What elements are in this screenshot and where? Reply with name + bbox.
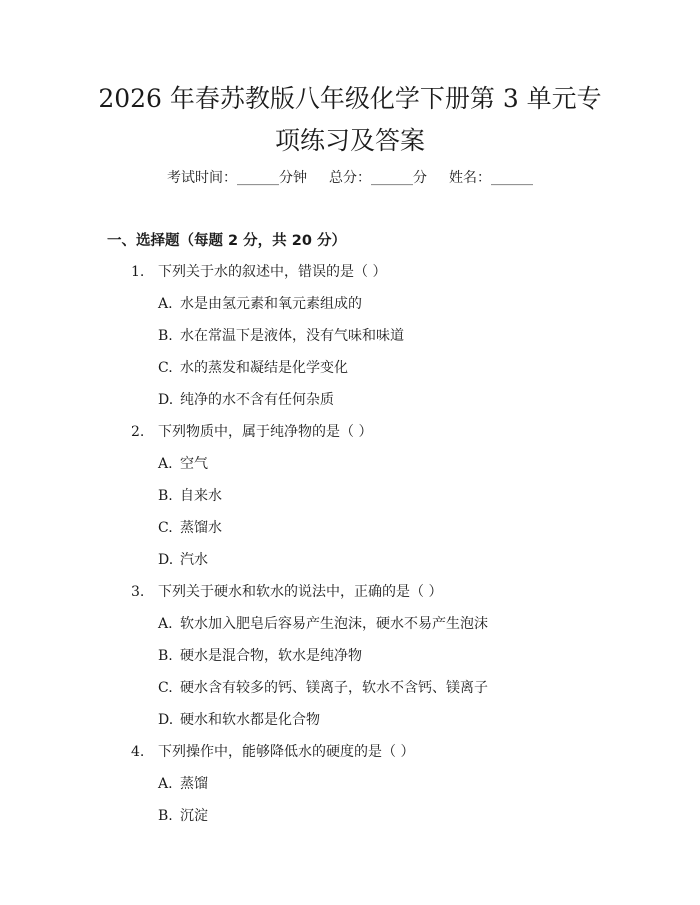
option-text: 空气: [180, 456, 208, 472]
option-label: B.: [158, 488, 173, 504]
exam-time: 考试时间：______分钟: [167, 170, 307, 186]
option-text: 水的蒸发和凝结是化学变化: [180, 360, 348, 376]
option-label: D.: [158, 712, 174, 728]
question-text: 下列物质中，属于纯净物的是（ ）: [158, 424, 373, 440]
option-label: D.: [158, 392, 174, 408]
option: [158, 485, 222, 505]
option-label: A.: [158, 616, 173, 632]
question: [131, 261, 386, 281]
question: [131, 741, 414, 761]
option-text: 蒸馏: [180, 776, 208, 792]
option: [158, 805, 208, 825]
option-text: 硬水和软水都是化合物: [180, 712, 320, 728]
option-label: B.: [158, 808, 173, 824]
option-text: 软水加入肥皂后容易产生泡沫，硬水不易产生泡沫: [180, 616, 488, 632]
question-text: 下列关于硬水和软水的说法中，正确的是（ ）: [158, 584, 443, 600]
option-text: 水在常温下是液体，没有气味和味道: [180, 328, 404, 344]
option-text: 硬水含有较多的钙、镁离子，软水不含钙、镁离子: [180, 680, 488, 696]
option-label: B.: [158, 648, 173, 664]
option: [158, 613, 488, 633]
option-label: A.: [158, 296, 173, 312]
document-title: [60, 78, 640, 162]
option-label: C.: [158, 520, 173, 536]
exam-name: 姓名：______: [449, 170, 533, 186]
question-text: 下列关于水的叙述中，错误的是（ ）: [158, 264, 387, 280]
option: [158, 773, 208, 793]
option: [158, 293, 362, 313]
question-number: 2.: [131, 424, 145, 440]
title-line-1: 2026 年春苏教版八年级化学下册第 3 单元专: [98, 84, 602, 113]
title-line-2: 项练习及答案: [274, 126, 425, 155]
question: [131, 581, 442, 601]
exam-score: 总分：______分: [329, 170, 427, 186]
option-label: C.: [158, 680, 173, 696]
option-label: D.: [158, 552, 174, 568]
option: [158, 549, 208, 569]
option: [158, 709, 320, 729]
option-text: 纯净的水不含有任何杂质: [180, 392, 334, 408]
option-text: 蒸馏水: [180, 520, 222, 536]
exam-meta: [0, 167, 700, 187]
option: [158, 325, 404, 345]
option-text: 硬水是混合物，软水是纯净物: [180, 648, 362, 664]
option: [158, 645, 362, 665]
section-heading: 一、选择题（每题 2 分，共 20 分）: [107, 233, 346, 249]
option: [158, 357, 348, 377]
question: [131, 421, 372, 441]
option-label: B.: [158, 328, 173, 344]
question-number: 1.: [131, 264, 145, 280]
option-label: A.: [158, 776, 173, 792]
question-number: 3.: [131, 584, 145, 600]
option-text: 自来水: [180, 488, 222, 504]
question-number: 4.: [131, 744, 145, 760]
option: [158, 677, 488, 697]
option-label: A.: [158, 456, 173, 472]
option-text: 水是由氢元素和氧元素组成的: [180, 296, 362, 312]
option: [158, 389, 334, 409]
option-text: 沉淀: [180, 808, 208, 824]
option-text: 汽水: [180, 552, 208, 568]
option-label: C.: [158, 360, 173, 376]
question-text: 下列操作中，能够降低水的硬度的是（ ）: [158, 744, 415, 760]
option: [158, 517, 222, 537]
option: [158, 453, 208, 473]
